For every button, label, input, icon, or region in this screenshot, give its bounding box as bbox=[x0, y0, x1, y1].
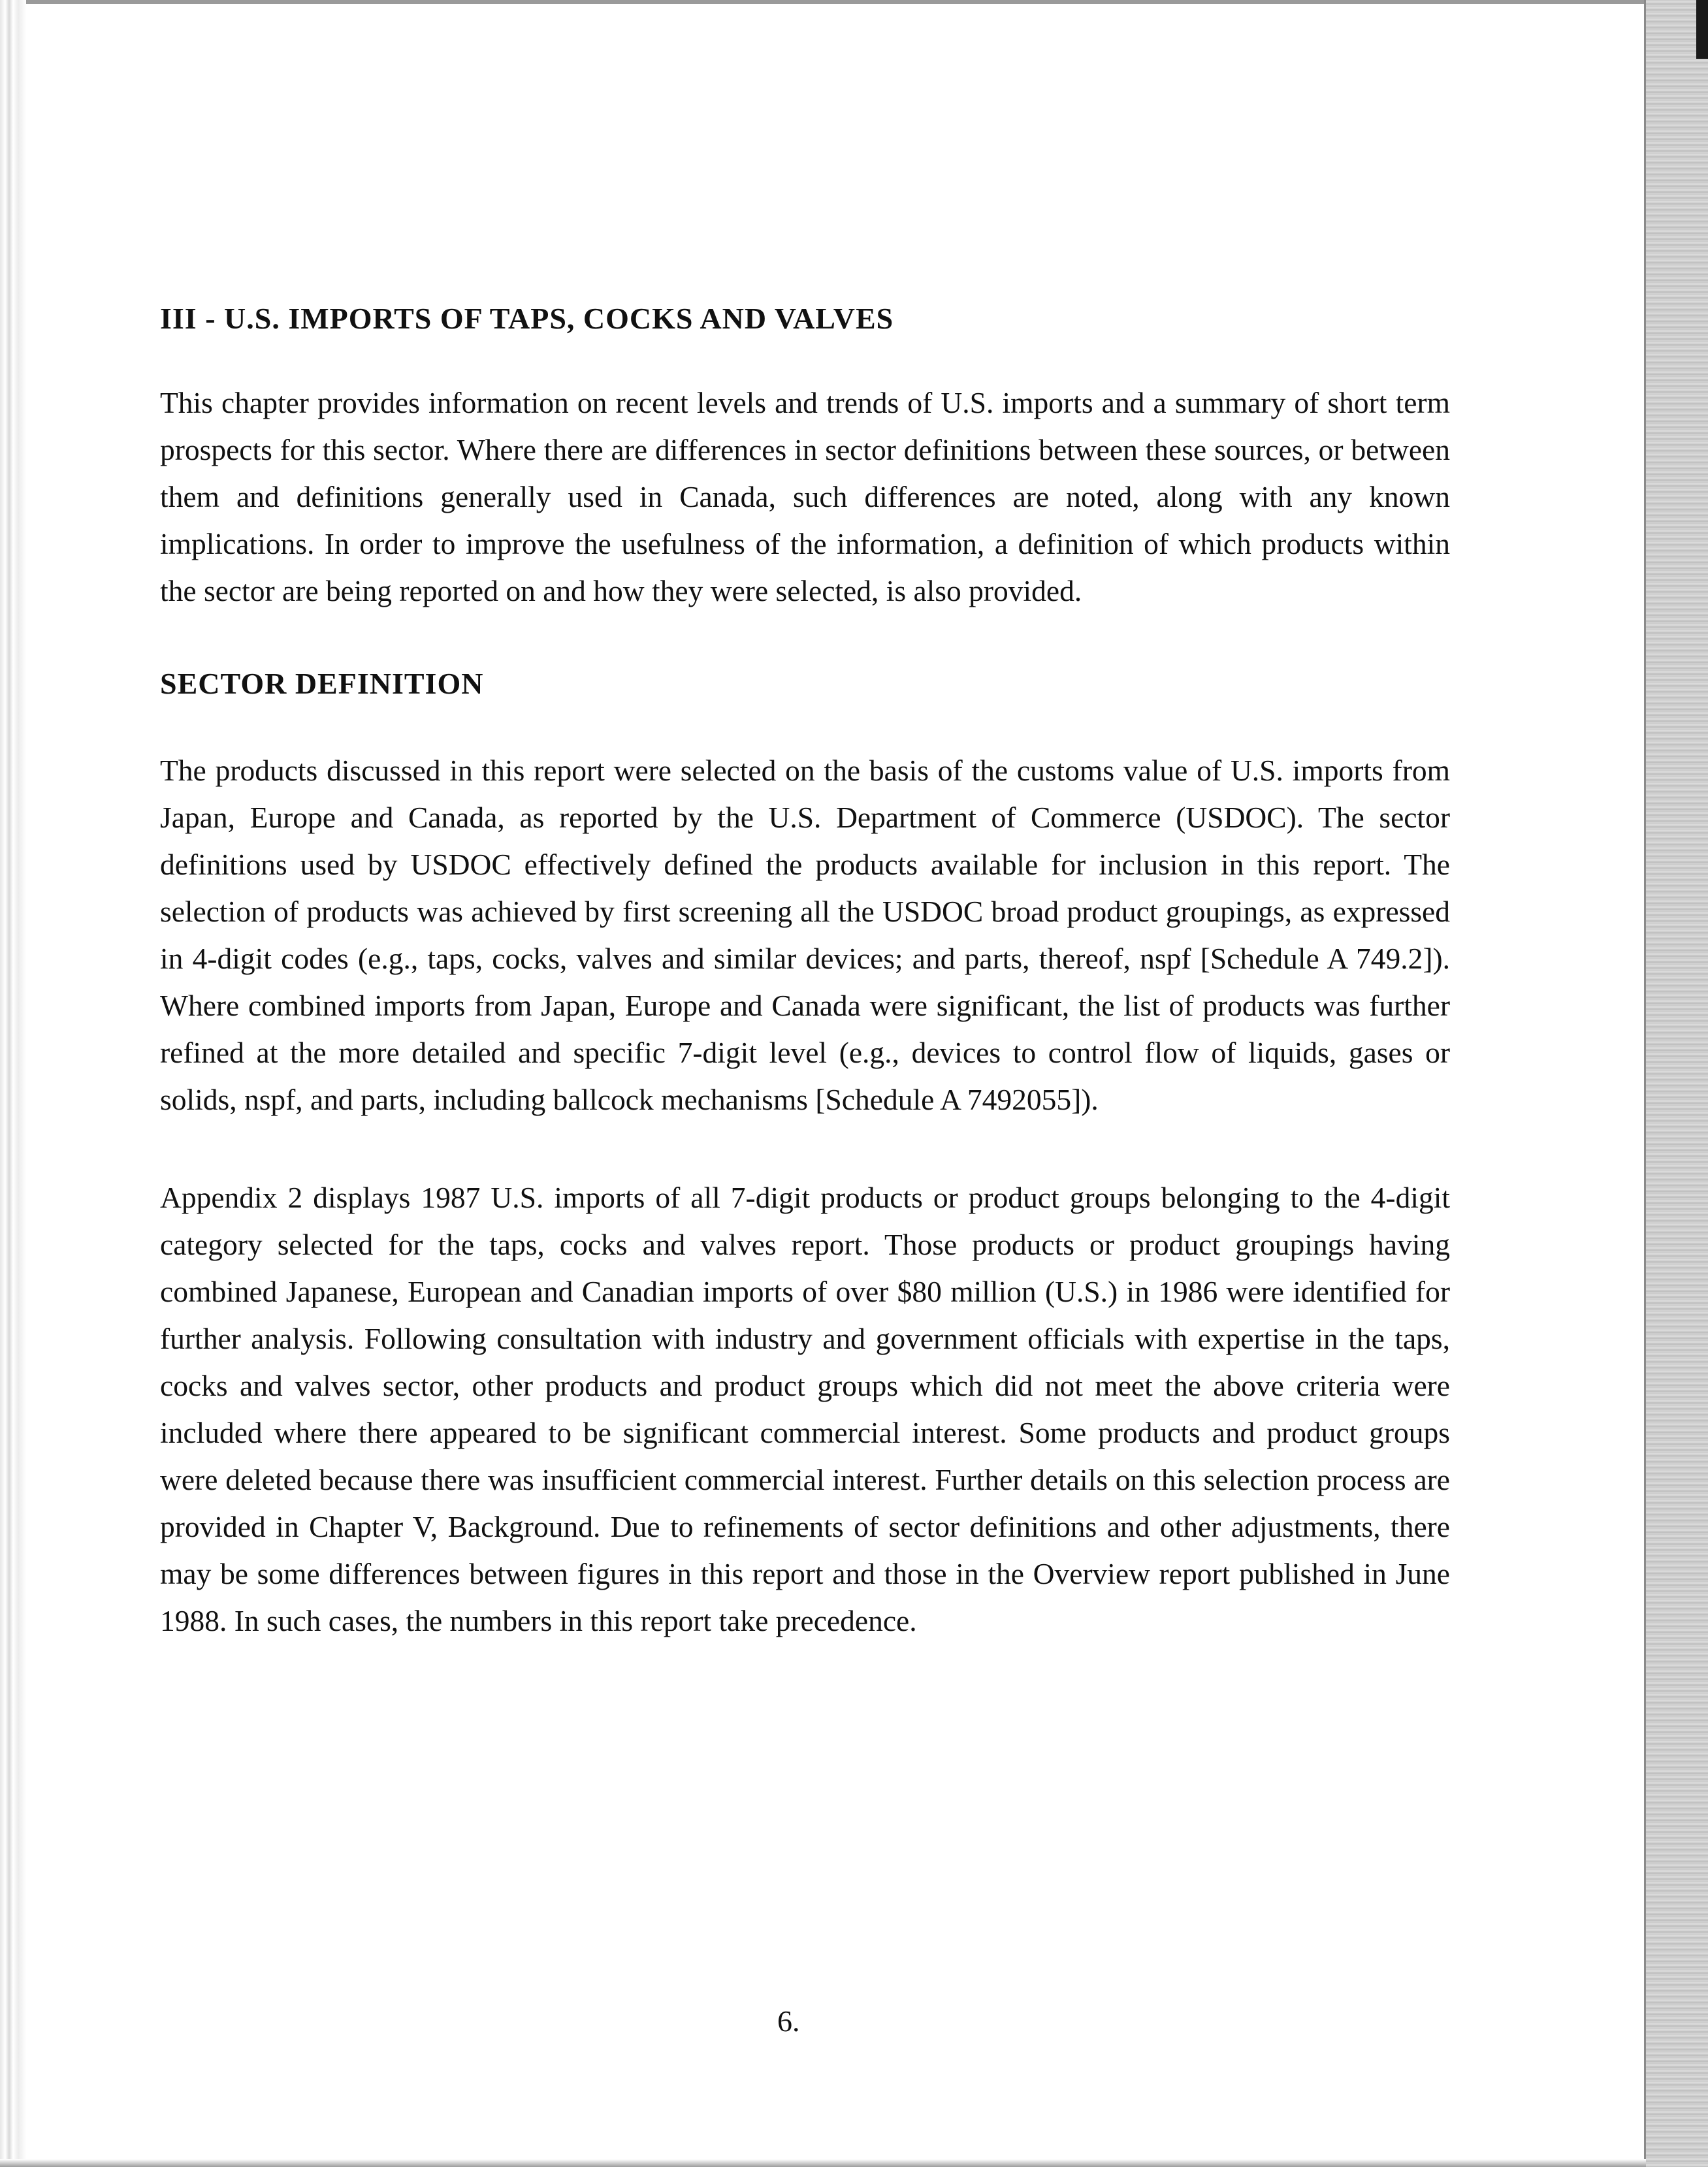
section-heading: SECTOR DEFINITION bbox=[160, 667, 484, 701]
scan-right-edge bbox=[1644, 0, 1708, 2167]
section-paragraph-1: The products discussed in this report were selected on the basis of the customs value of U.S. imports from Japan, Europe and Canada, as reported by the U.S. Department of Commerce (USDOC). The sector definitions used by USDOC effectively defined the products available for inclusion in this report. The selection of products was achieved by first screening all the USDOC broad product groupings, as expressed in 4-digit codes (e.g., taps, cocks, valves and similar devices; and parts, thereof, nspf [Schedule A 749.2]). Where combined imports from Japan, Europe and Canada were significant, the list of products was further refined at the more detailed and specific 7-digit level (e.g., devices to control flow of liquids, gases or solids, nspf, and parts, including ballcock mechanisms [Schedule A 7492055]). bbox=[160, 754, 1450, 1117]
document-page bbox=[160, 300, 1450, 1695]
chapter-title: III - U.S. IMPORTS OF TAPS, COCKS AND VALVES bbox=[160, 302, 894, 335]
scan-bottom-edge bbox=[0, 2159, 1646, 2167]
page-number: 6. bbox=[777, 2004, 800, 2038]
scan-top-edge bbox=[0, 0, 1646, 4]
scan-left-edge bbox=[0, 0, 26, 2167]
intro-paragraph: This chapter provides information on recent levels and trends of U.S. imports and a summary of short term prospects for this sector. Where there are differences in sector definitions between these sources, or between them and definitions generally used in Canada, such differences are noted, along with any known implications. In order to improve the usefulness of the information, a definition of which products within the sector are being reported on and how they were selected, is also provided. bbox=[160, 386, 1450, 608]
scan-corner-shadow bbox=[1696, 0, 1708, 59]
section-paragraph-2: Appendix 2 displays 1987 U.S. imports of all 7-digit products or product groups belonging to the 4-digit category selected for the taps, cocks and valves report. Those products or product groupings having combined Japanese, European and Canadian imports of over $80 million (U.S.) in 1986 were identified for further analysis. Following consultation with industry and government officials with expertise in the taps, cocks and valves sector, other products and product groups which did not meet the above criteria were included where there appeared to be significant commercial interest. Some products and product groups were deleted because there was insufficient commercial interest. Further details on this selection process are provided in Chapter V, Background. Due to refinements of sector definitions and other adjustments, there may be some differences between figures in this report and those in the Overview report published in June 1988. In such cases, the numbers in this report take precedence. bbox=[160, 1181, 1450, 1638]
